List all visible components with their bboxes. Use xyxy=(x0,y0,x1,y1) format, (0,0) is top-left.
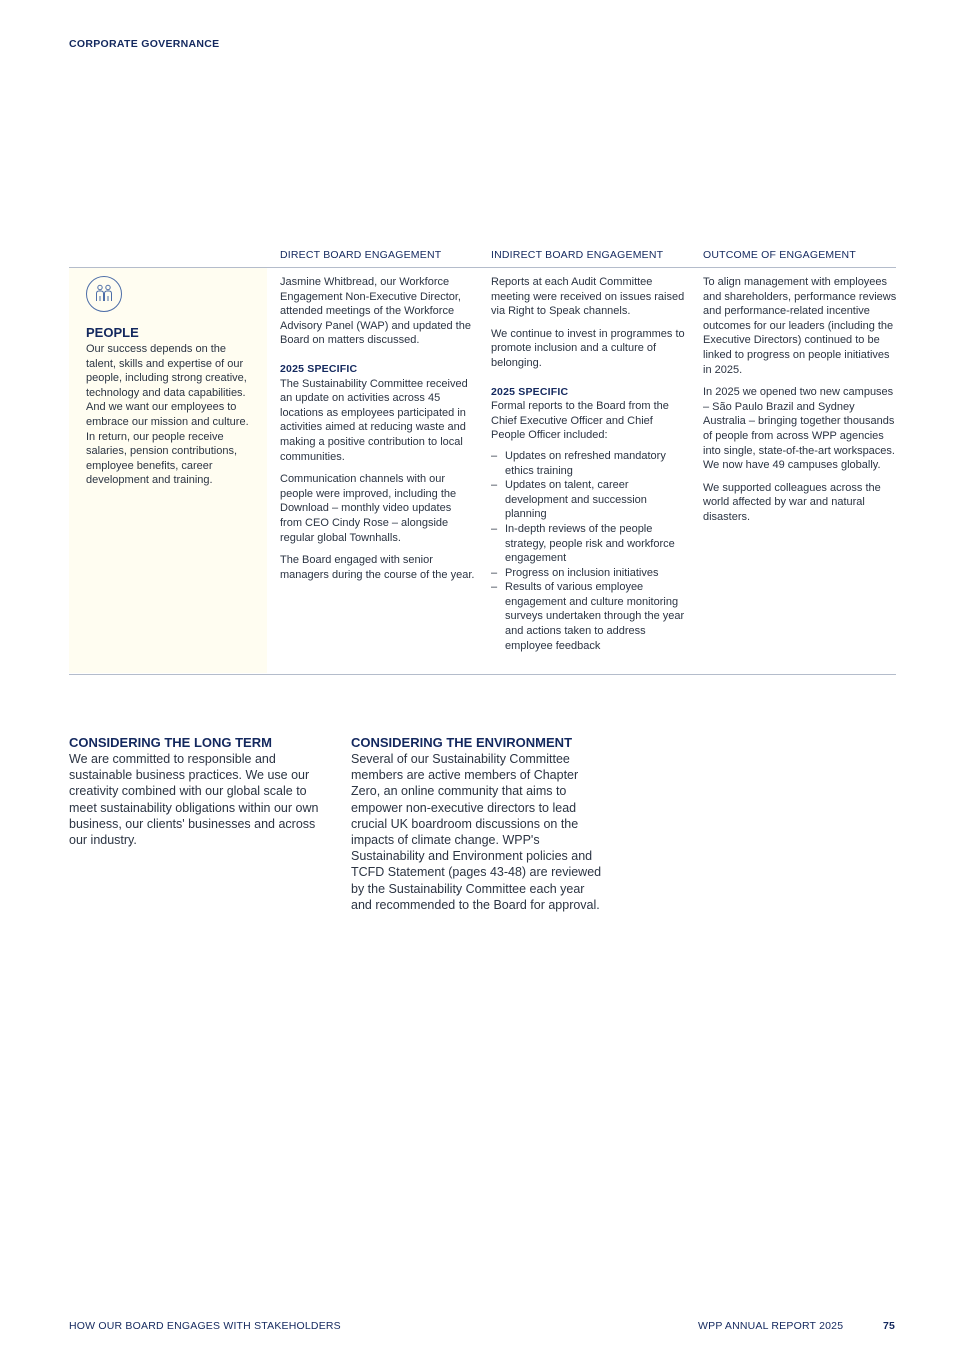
direct-engagement-column xyxy=(280,275,475,590)
list-item: – In-depth reviews of the people strategy, people risk and workforce engagement xyxy=(491,522,686,566)
people-description: Our success depends on the talent, skills and expertise of our people, including strong creative, technology and data capabilities. And we want our employees to embrace our mission and culture. In return, our people receive salaries, pension contributions, employee benefits, career development and training. xyxy=(86,343,249,487)
people-icon xyxy=(86,276,122,312)
indirect-paragraph: Formal reports to the Board from the Chief Executive Officer and Chief People Officer included: xyxy=(491,400,669,442)
environment-title: CONSIDERING THE ENVIRONMENT xyxy=(351,735,573,750)
footer-section-title: HOW OUR BOARD ENGAGES WITH STAKEHOLDERS xyxy=(69,1320,341,1332)
page-number: 75 xyxy=(883,1320,896,1332)
list-item: – Updates on talent, career development and succession planning xyxy=(491,478,686,522)
direct-paragraph: Jasmine Whitbread, our Workforce Engagement Non-Executive Director, attended meetings of the Workforce Advisory Panel (WAP) and updated the Board on matters discussed. xyxy=(280,276,471,347)
list-item: – Updates on refreshed mandatory ethics training xyxy=(491,449,686,478)
indirect-subheading: 2025 SPECIFIC xyxy=(491,385,569,398)
outcome-paragraph: In 2025 we opened two new campuses – São Paulo Brazil and Sydney Australia – bringing together thousands of people from across WPP agencies into single, state-of-the-art workspaces. We now have 49 campuses globally. xyxy=(703,386,895,472)
outcome-paragraph: To align management with employees and shareholders, performance reviews and performance-related incentive outcomes for our leaders (including the Executive Directors) continued to be linked to progress on people initiatives in 2025. xyxy=(703,276,897,376)
long-term-body: We are committed to responsible and sustainable business practices. We use our creativity combined with our global scale to meet sustainability obligations within our own business, our clients' businesses and across our industry. xyxy=(69,752,319,848)
footer-report-title: WPP ANNUAL REPORT 2025 xyxy=(698,1320,844,1332)
direct-paragraph: The Board engaged with senior managers during the course of the year. xyxy=(280,554,475,581)
direct-paragraph: Communication channels with our people were improved, including the Download – monthly video updates from CEO Cindy Rose – alongside regular global Townhalls. xyxy=(280,473,457,544)
indirect-engagement-column xyxy=(491,275,686,653)
environment-body: Several of our Sustainability Committee members are active members of Chapter Zero, an online community that aims to empower non-executive directors to lead crucial UK boardroom discussions on the impacts of climate change. WPP's Sustainability and Environment policies and TCFD Statement (pages 43-48) are reviewed by the Sustainability Committee each year and recommended to the Board for approval. xyxy=(351,752,602,912)
indirect-paragraph: Reports at each Audit Committee meeting were received on issues raised via Right to Speak channels. xyxy=(491,276,685,318)
list-item: – Progress on inclusion initiatives xyxy=(491,566,686,581)
long-term-title: CONSIDERING THE LONG TERM xyxy=(69,735,272,750)
people-title: PEOPLE xyxy=(86,325,139,340)
section-label: CORPORATE GOVERNANCE xyxy=(69,38,220,50)
list-item: – Results of various employee engagement and culture monitoring surveys undertaken through the year and actions taken to address employee feedback xyxy=(491,580,686,653)
indirect-paragraph: We continue to invest in programmes to promote inclusion and a culture of belonging. xyxy=(491,327,685,369)
direct-subheading: 2025 SPECIFIC xyxy=(280,362,358,375)
indirect-list xyxy=(491,449,686,653)
column-header-direct: DIRECT BOARD ENGAGEMENT xyxy=(280,249,442,261)
outcome-column xyxy=(703,275,898,533)
direct-paragraph: The Sustainability Committee received an update on activities across 45 locations as employees participated in activities aimed at reducing waste and making a positive contribution to local communities. xyxy=(280,377,468,463)
column-header-outcome: OUTCOME OF ENGAGEMENT xyxy=(703,249,856,261)
column-header-indirect: INDIRECT BOARD ENGAGEMENT xyxy=(491,249,664,261)
table-bottom-rule xyxy=(69,674,896,675)
outcome-paragraph: We supported colleagues across the world affected by war and natural disasters. xyxy=(703,481,881,523)
